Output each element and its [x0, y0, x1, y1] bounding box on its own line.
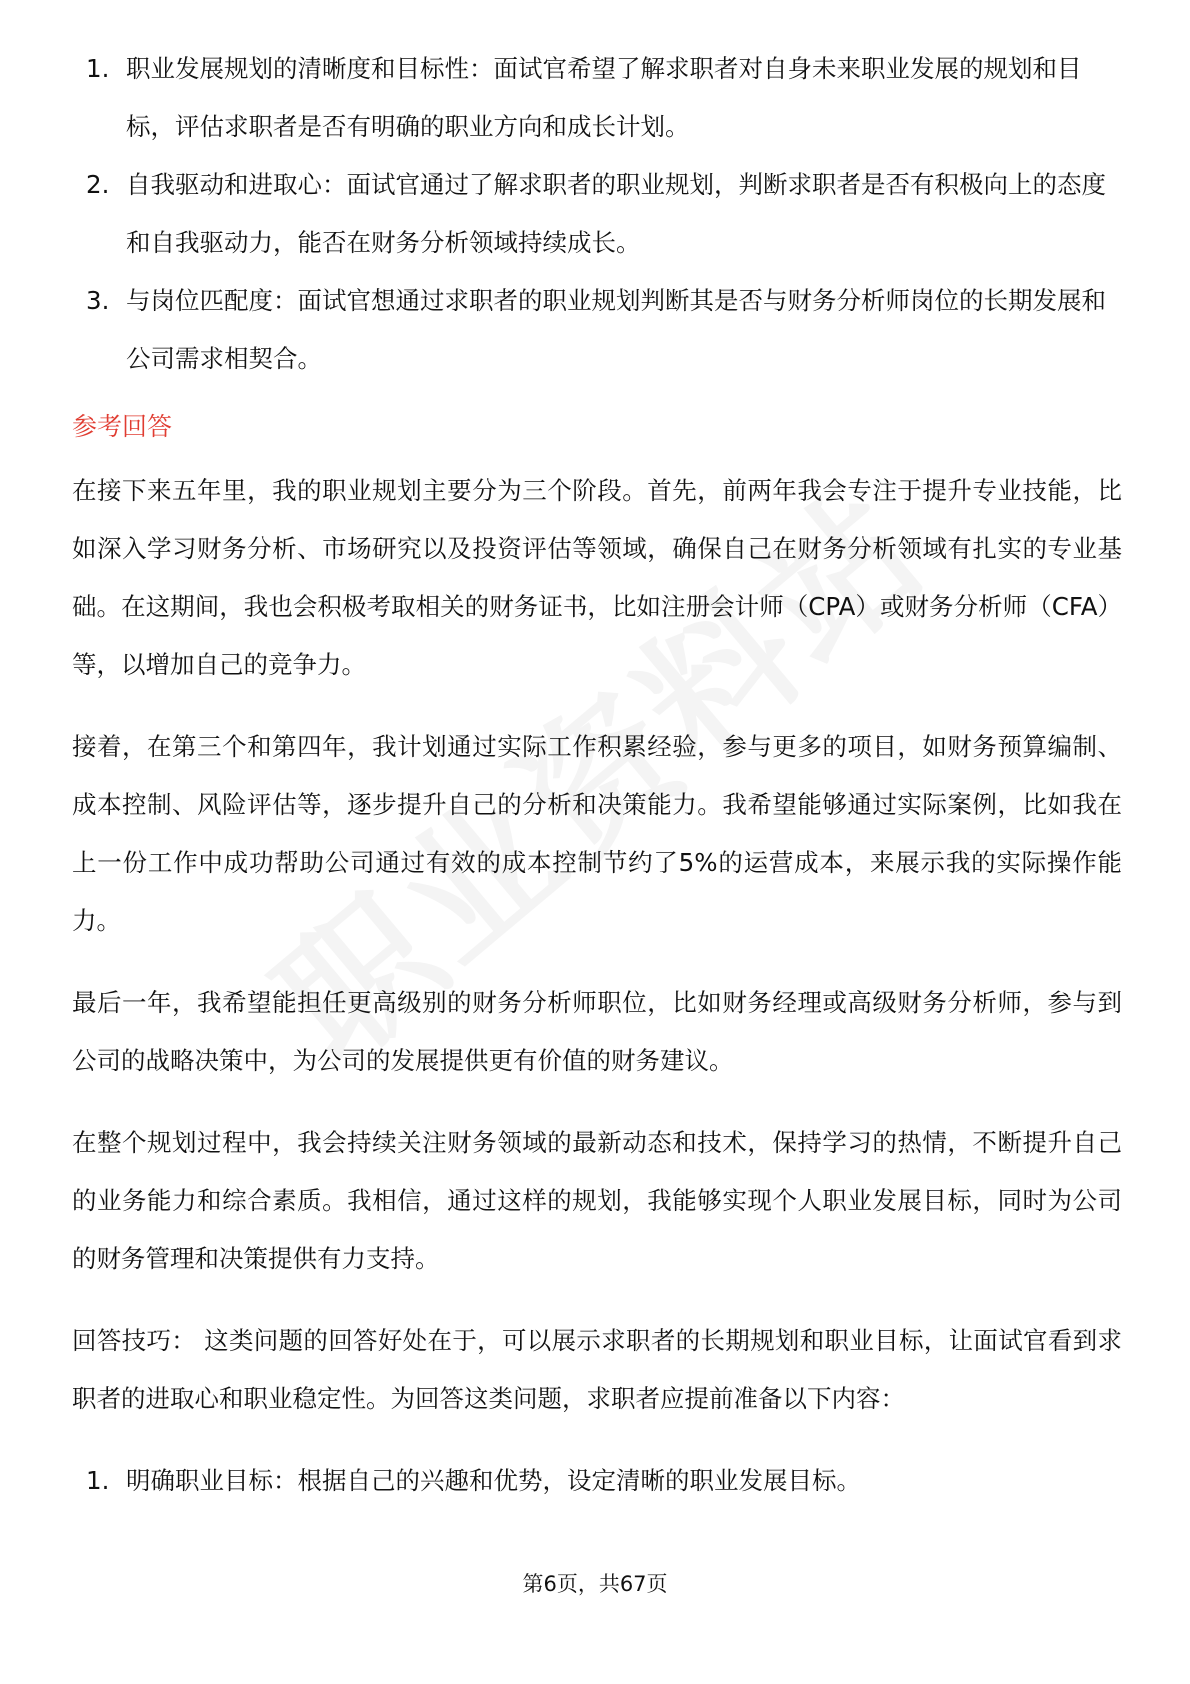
answer-paragraph: 在整个规划过程中，我会持续关注财务领域的最新动态和技术，保持学习的热情，不断提升自己的业务能力和综合素质。我相信，通过这样的规划，我能够实现个人职业发展目标，同时为公司的财务管理和决策提供有力支持。 — [72, 1128, 1122, 1273]
list-item — [72, 1452, 1122, 1510]
list-number: 2. — [86, 170, 110, 199]
section-heading: 参考回答 — [72, 412, 173, 441]
list-item-text: 职业发展规划的清晰度和目标性：面试官希望了解求职者对自身未来职业发展的规划和目标，评估求职者是否有明确的职业方向和成长计划。 — [126, 54, 1082, 141]
answer-paragraph: 最后一年，我希望能担任更高级别的财务分析师职位，比如财务经理或高级财务分析师，参与到公司的战略决策中，为公司的发展提供更有价值的财务建议。 — [72, 988, 1122, 1075]
list-number: 1. — [86, 54, 110, 83]
list-item — [72, 40, 1122, 156]
answer-paragraph: 在接下来五年里，我的职业规划主要分为三个阶段。首先，前两年我会专注于提升专业技能，比如深入学习财务分析、市场研究以及投资评估等领域，确保自己在财务分析领域有扎实的专业基础。在这期间，我也会积极考取相关的财务证书，比如注册会计师（CPA）或财务分析师（CFA）等，以增加自己的竞争力。 — [72, 476, 1122, 679]
answer-paragraph: 接着，在第三个和第四年，我计划通过实际工作积累经验，参与更多的项目，如财务预算编制、成本控制、风险评估等，逐步提升自己的分析和决策能力。我希望能够通过实际案例，比如我在上一份工作中成功帮助公司通过有效的成本控制节约了5%的运营成本，来展示我的实际操作能力。 — [72, 732, 1122, 935]
page-number-footer: 第6页，共67页 — [522, 1572, 668, 1596]
list-number: 3. — [86, 286, 110, 315]
preparation-list — [72, 1452, 1122, 1510]
evaluation-points-list — [72, 40, 1122, 388]
list-item — [72, 156, 1122, 272]
list-item-text: 与岗位匹配度：面试官想通过求职者的职业规划判断其是否与财务分析师岗位的长期发展和公司需求相契合。 — [126, 286, 1106, 373]
list-number: 1. — [86, 1466, 110, 1495]
list-item — [72, 272, 1122, 388]
page-content — [72, 40, 1122, 1510]
list-item-text: 明确职业目标：根据自己的兴趣和优势，设定清晰的职业发展目标。 — [126, 1466, 861, 1495]
list-item-text: 自我驱动和进取心：面试官通过了解求职者的职业规划，判断求职者是否有积极向上的态度和自我驱动力，能否在财务分析领域持续成长。 — [126, 170, 1106, 257]
tips-paragraph: 回答技巧： 这类问题的回答好处在于，可以展示求职者的长期规划和职业目标，让面试官看到求职者的进取心和职业稳定性。为回答这类问题，求职者应提前准备以下内容： — [72, 1326, 1122, 1413]
